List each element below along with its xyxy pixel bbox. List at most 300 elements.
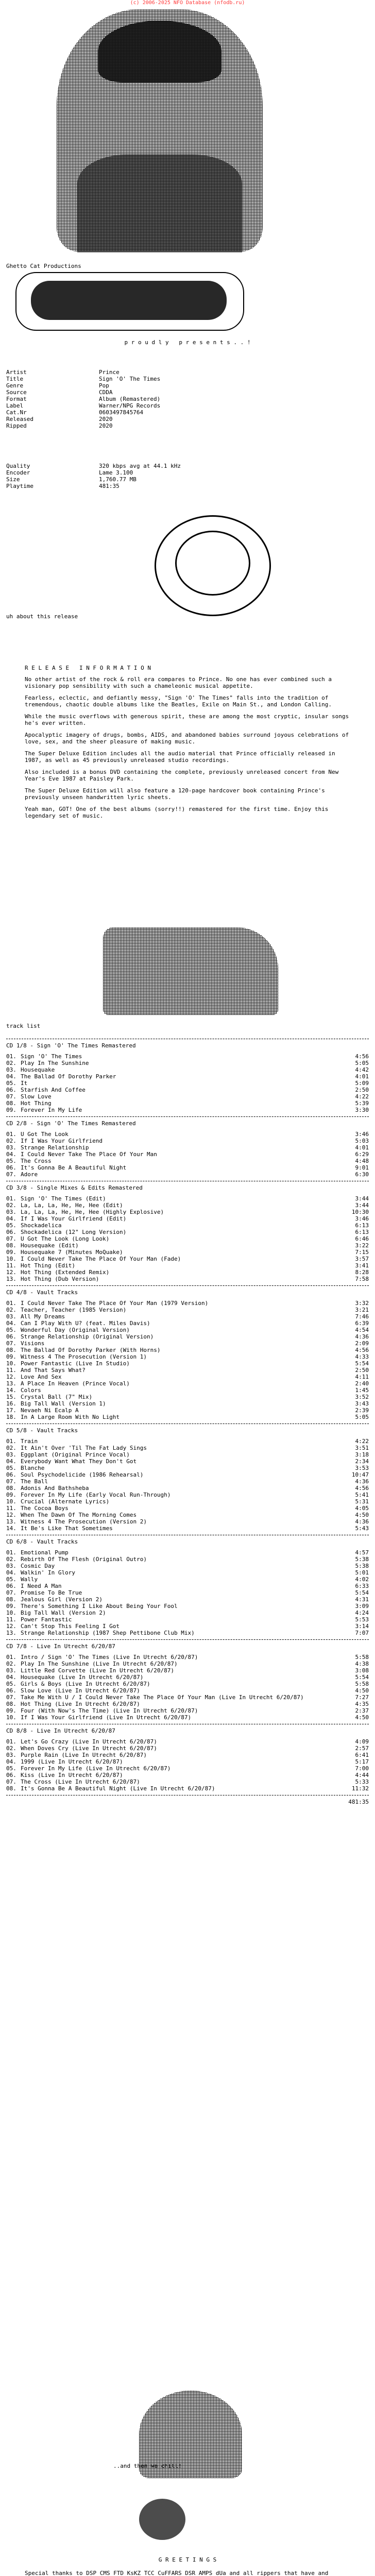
track-number: 02. (6, 1138, 16, 1144)
track-row (6, 1171, 369, 1178)
info-value: Pop (99, 382, 109, 389)
track-row (6, 1066, 369, 1073)
info-row (6, 389, 192, 396)
track-duration: 7:58 (355, 1276, 369, 1282)
track-number: 07. (6, 1235, 16, 1242)
track-title: Girls & Boys (Live In Utrecht 6/20/87) (21, 1681, 150, 1687)
track-row (6, 1681, 369, 1687)
track-row (6, 1465, 369, 1471)
info-value: Prince (99, 369, 120, 376)
track-title: Shockadelica (21, 1222, 62, 1229)
track-number: 02. (6, 1202, 16, 1209)
track-duration: 3:30 (355, 1107, 369, 1113)
tech-value: 481:35 (99, 483, 120, 489)
track-title: Hot Thing (Edit) (21, 1262, 75, 1269)
track-number: 05. (6, 1681, 16, 1687)
track-title: Shockadelica (12" Long Version) (21, 1229, 127, 1235)
track-row (6, 1616, 369, 1623)
track-duration: 4:35 (355, 1701, 369, 1707)
track-number: 02. (6, 1445, 16, 1451)
track-number: 04. (6, 1458, 16, 1465)
track-row (6, 1276, 369, 1282)
track-number: 07. (6, 1778, 16, 1785)
track-row (6, 1313, 369, 1320)
track-duration: 2:50 (355, 1087, 369, 1093)
track-duration: 5:05 (355, 1060, 369, 1066)
info-label: Genre (6, 382, 24, 389)
track-title: Sign 'O' The Times (21, 1053, 82, 1060)
track-duration: 7:15 (355, 1249, 369, 1256)
track-duration: 4:36 (355, 1478, 369, 1485)
track-title: U Got The Look (21, 1131, 69, 1138)
track-title: If I Was Your Girlfriend (Live In Utrecht 6/20/87) (21, 1714, 192, 1721)
track-row (6, 1778, 369, 1785)
track-number: 04. (6, 1151, 16, 1158)
track-title: There's Something I Like About Being Your Fool (21, 1603, 178, 1609)
track-duration: 4:01 (355, 1144, 369, 1151)
track-duration: 3:09 (355, 1603, 369, 1609)
info-label: Format (6, 396, 27, 402)
release-info-title: R E L E A S E I N F O R M A T I O N (25, 665, 151, 671)
track-number: 09. (6, 1107, 16, 1113)
track-row (6, 1707, 369, 1714)
track-duration: 4:56 (355, 1485, 369, 1492)
track-duration: 3:41 (355, 1262, 369, 1269)
track-row (6, 1660, 369, 1667)
track-title: Everybody Want What They Don't Got (21, 1458, 137, 1465)
track-row (6, 1195, 369, 1202)
track-title: Purple Rain (Live In Utrecht 6/20/87) (21, 1752, 147, 1758)
track-duration: 4:48 (355, 1158, 369, 1164)
track-duration: 3:46 (355, 1131, 369, 1138)
track-row (6, 1609, 369, 1616)
track-number: 04. (6, 1215, 16, 1222)
track-duration: 2:09 (355, 1340, 369, 1347)
track-duration: 8:28 (355, 1269, 369, 1276)
info-value: 2020 (99, 422, 113, 429)
track-title: Visions (21, 1340, 45, 1347)
track-row (6, 1320, 369, 1327)
track-row (6, 1087, 369, 1093)
track-row (6, 1215, 369, 1222)
track-row (6, 1144, 369, 1151)
info-value: Sign 'O' The Times (99, 376, 161, 382)
track-row (6, 1353, 369, 1360)
group-logo-letters (31, 281, 227, 320)
track-title: Forever In My Life (Live In Utrecht 6/20/87) (21, 1765, 171, 1772)
track-number: 03. (6, 1144, 16, 1151)
disc-title: CD 2/8 - Sign 'O' The Times Remastered (6, 1120, 136, 1127)
track-duration: 2:34 (355, 1458, 369, 1465)
track-duration: 4:50 (355, 1714, 369, 1721)
track-row (6, 1630, 369, 1636)
track-row (6, 1498, 369, 1505)
disc-spacer (6, 1191, 369, 1195)
track-title: Blanche (21, 1465, 45, 1471)
track-title: Hot Thing (Live In Utrecht 6/20/87) (21, 1701, 140, 1707)
track-number: 03. (6, 1209, 16, 1215)
info-row (6, 409, 192, 416)
track-row (6, 1394, 369, 1400)
info-value: Warner/NPG Records (99, 402, 161, 409)
track-row (6, 1714, 369, 1721)
track-number: 01. (6, 1053, 16, 1060)
info-row (6, 369, 192, 376)
track-duration: 4:50 (355, 1512, 369, 1518)
info-label: Artist (6, 369, 27, 376)
track-title: Promise To Be True (21, 1589, 82, 1596)
track-number: 05. (6, 1327, 16, 1333)
track-number: 10. (6, 1360, 16, 1367)
about-release: uh about this release (6, 613, 78, 620)
track-duration: 6:46 (355, 1235, 369, 1242)
track-title: Soul Psychodelicide (1986 Rehearsal) (21, 1471, 144, 1478)
track-number: 08. (6, 1100, 16, 1107)
tech-row (6, 476, 192, 483)
track-title: Crucial (Alternate Lyrics) (21, 1498, 110, 1505)
track-title: Little Red Corvette (Live In Utrecht 6/20/87) (21, 1667, 175, 1674)
track-duration: 5:05 (355, 1414, 369, 1420)
track-title: Crystal Ball (7" Mix) (21, 1394, 93, 1400)
track-number: 05. (6, 1080, 16, 1087)
disc-spacer (6, 1545, 369, 1549)
track-number: 01. (6, 1738, 16, 1745)
track-duration: 5:58 (355, 1681, 369, 1687)
track-duration: 5:33 (355, 1778, 369, 1785)
track-duration: 5:38 (355, 1563, 369, 1569)
track-row (6, 1576, 369, 1583)
track-row (6, 1674, 369, 1681)
track-duration: 6:13 (355, 1222, 369, 1229)
track-duration: 4:38 (355, 1660, 369, 1667)
track-number: 01. (6, 1654, 16, 1660)
info-row (6, 396, 192, 402)
release-info-text (25, 676, 354, 824)
track-duration: 4:22 (355, 1093, 369, 1100)
track-row (6, 1360, 369, 1367)
track-number: 13. (6, 1276, 16, 1282)
track-duration: 4:36 (355, 1333, 369, 1340)
tech-row (6, 463, 192, 469)
track-row (6, 1100, 369, 1107)
track-row (6, 1667, 369, 1674)
track-row (6, 1333, 369, 1340)
track-number: 03. (6, 1066, 16, 1073)
track-title: Rebirth Of The Flesh (Original Outro) (21, 1556, 147, 1563)
track-number: 07. (6, 1340, 16, 1347)
track-title: Teacher, Teacher (1985 Version) (21, 1307, 127, 1313)
track-duration: 5:43 (355, 1525, 369, 1532)
track-title: Slow Love (Live In Utrecht 6/20/87) (21, 1687, 140, 1694)
track-title: Adonis And Bathsheba (21, 1485, 89, 1492)
track-duration: 4:09 (355, 1738, 369, 1745)
track-duration: 5:38 (355, 1556, 369, 1563)
track-number: 04. (6, 1320, 16, 1327)
track-number: 09. (6, 1492, 16, 1498)
track-title: Adore (21, 1171, 38, 1178)
track-title: I Could Never Take The Place Of Your Man (1979 Version) (21, 1300, 209, 1307)
track-row (6, 1694, 369, 1701)
release-paragraph: Also included is a bonus DVD containing the complete, previously unreleased concert from New Year's Eve 1987 at Paisley Park. (25, 769, 339, 782)
track-row (6, 1300, 369, 1307)
track-number: 05. (6, 1465, 16, 1471)
track-duration: 3:14 (355, 1623, 369, 1630)
track-number: 04. (6, 1674, 16, 1681)
art-caption: Ghetto Cat Productions (6, 263, 81, 269)
track-row (6, 1701, 369, 1707)
track-row (6, 1269, 369, 1276)
track-row (6, 1525, 369, 1532)
track-row (6, 1235, 369, 1242)
disc-title: CD 4/8 - Vault Tracks (6, 1289, 78, 1296)
track-number: 08. (6, 1701, 16, 1707)
info-value: CDDA (99, 389, 113, 396)
track-number: 03. (6, 1752, 16, 1758)
release-paragraph: Yeah man, GOT! One of the best albums (sorry!!) remastered for the first time. Enjoy this legendary set of music. (25, 806, 329, 819)
disc-spacer (6, 1650, 369, 1654)
disc-spacer (6, 1049, 369, 1053)
track-title: The Cocoa Boys (21, 1505, 69, 1512)
track-title: U Got The Look (Long Look) (21, 1235, 110, 1242)
track-duration: 1:45 (355, 1387, 369, 1394)
track-row (6, 1374, 369, 1380)
track-row (6, 1485, 369, 1492)
track-row (6, 1387, 369, 1394)
track-row (6, 1209, 369, 1215)
track-row (6, 1549, 369, 1556)
release-paragraph: Apocalyptic imagery of drugs, bombs, AIDS, and abandoned babies surround joyous celebrations of love, sex, and the sheer pleasure of making music. (25, 732, 349, 745)
track-title: I Need A Man (21, 1583, 62, 1589)
track-duration: 3:21 (355, 1307, 369, 1313)
track-duration: 4:57 (355, 1549, 369, 1556)
flower-decoration (139, 2499, 185, 2540)
greetings-text: Special thanks to DSP CMS FTD KsKZ TCC CuFFARS DSR AMPS dUa and all rippers that have and (25, 2570, 329, 2576)
track-number: 01. (6, 1195, 16, 1202)
tech-row (6, 483, 192, 489)
track-duration: 4:36 (355, 1518, 369, 1525)
track-number: 09. (6, 1353, 16, 1360)
info-value: 2020 (99, 416, 113, 422)
track-title: Wonderful Day (Original Version) (21, 1327, 130, 1333)
track-title: Kiss (Live In Utrecht 6/20/87) (21, 1772, 123, 1778)
track-title: It's Gonna Be A Beautiful Night (21, 1164, 127, 1171)
track-row (6, 1623, 369, 1630)
track-title: Colors (21, 1387, 41, 1394)
track-duration: 3:44 (355, 1195, 369, 1202)
disc-title: CD 3/8 - Single Mixes & Edits Remastered (6, 1184, 143, 1191)
track-title: Hot Thing (Dub Version) (21, 1276, 99, 1282)
track-duration: 5:03 (355, 1138, 369, 1144)
track-number: 06. (6, 1087, 16, 1093)
track-title: Walkin' In Glory (21, 1569, 75, 1576)
disc-spacer (6, 1434, 369, 1438)
track-title: Play In The Sunshine (21, 1060, 89, 1066)
track-number: 11. (6, 1505, 16, 1512)
track-duration: 4:42 (355, 1066, 369, 1073)
track-duration: 5:39 (355, 1100, 369, 1107)
track-title: The Ballad Of Dorothy Parker (With Horns) (21, 1347, 161, 1353)
track-duration: 3:44 (355, 1202, 369, 1209)
proudly-presents: p r o u d l y p r e s e n t s . . ! (124, 339, 251, 346)
tech-value: 320 kbps avg at 44.1 kHz (99, 463, 181, 469)
track-duration: 4:24 (355, 1609, 369, 1616)
total-playtime: 481:35 (348, 1799, 369, 1805)
hair-shape (98, 21, 221, 82)
track-number: 14. (6, 1525, 16, 1532)
track-duration: 5:53 (355, 1616, 369, 1623)
track-number: 06. (6, 1471, 16, 1478)
track-duration: 4:02 (355, 1576, 369, 1583)
track-row (6, 1563, 369, 1569)
greetings-title: G R E E T I N G S (158, 2556, 217, 2563)
track-duration: 4:56 (355, 1347, 369, 1353)
and-then-line: ..and then we chill! (113, 2463, 182, 2469)
track-number: 05. (6, 1158, 16, 1164)
track-title: Power Fantastic (Live In Studio) (21, 1360, 130, 1367)
track-duration: 7:46 (355, 1313, 369, 1320)
track-duration: 4:33 (355, 1353, 369, 1360)
track-row (6, 1080, 369, 1087)
track-title: Strange Relationship (1987 Shep Pettibone Club Mix) (21, 1630, 195, 1636)
track-duration: 4:44 (355, 1772, 369, 1778)
spiral-decoration-inner (175, 531, 250, 596)
nfodb-credit: (c) 2006-2025 NFO Database (nfodb.ru) (130, 0, 245, 6)
track-row (6, 1438, 369, 1445)
disc-title: CD 1/8 - Sign 'O' The Times Remastered (6, 1042, 136, 1049)
track-number: 12. (6, 1512, 16, 1518)
track-row (6, 1589, 369, 1596)
track-title: Slow Love (21, 1093, 52, 1100)
track-title: Strange Relationship (21, 1144, 89, 1151)
track-row (6, 1518, 369, 1525)
info-row (6, 402, 192, 409)
track-title: I Could Never Take The Place Of Your Man (21, 1151, 157, 1158)
track-row (6, 1772, 369, 1778)
track-row (6, 1229, 369, 1235)
track-title: Strange Relationship (Original Version) (21, 1333, 154, 1340)
track-row (6, 1307, 369, 1313)
track-row (6, 1569, 369, 1576)
track-number: 11. (6, 1616, 16, 1623)
track-row (6, 1222, 369, 1229)
track-duration: 4:11 (355, 1374, 369, 1380)
track-row (6, 1445, 369, 1451)
track-row (6, 1093, 369, 1100)
track-number: 04. (6, 1758, 16, 1765)
info-label: Label (6, 402, 24, 409)
track-title: In A Large Room With No Light (21, 1414, 120, 1420)
track-number: 07. (6, 1478, 16, 1485)
track-duration: 2:39 (355, 1407, 369, 1414)
info-row (6, 382, 192, 389)
track-row (6, 1414, 369, 1420)
track-duration: 5:31 (355, 1498, 369, 1505)
track-row (6, 1758, 369, 1765)
track-title: If I Was Your Girlfriend (21, 1138, 103, 1144)
track-number: 02. (6, 1745, 16, 1752)
track-duration: 4:22 (355, 1438, 369, 1445)
track-number: 08. (6, 1785, 16, 1792)
track-number: 14. (6, 1387, 16, 1394)
track-title: Sign 'O' The Times (Edit) (21, 1195, 106, 1202)
track-title: La, La, La, He, He, Hee (Highly Explosive) (21, 1209, 164, 1215)
track-row (6, 1249, 369, 1256)
track-row (6, 1053, 369, 1060)
tech-row (6, 469, 192, 476)
track-title: Wally (21, 1576, 38, 1583)
track-row (6, 1738, 369, 1745)
track-number: 04. (6, 1073, 16, 1080)
track-row (6, 1340, 369, 1347)
track-title: Forever In My Life (21, 1107, 82, 1113)
track-duration: 7:27 (355, 1694, 369, 1701)
track-row (6, 1158, 369, 1164)
tech-label: Quality (6, 463, 30, 469)
track-row (6, 1367, 369, 1374)
track-title: Witness 4 The Prosecution (Version 1) (21, 1353, 147, 1360)
car-ascii-artwork (103, 927, 278, 1015)
track-duration: 5:41 (355, 1492, 369, 1498)
track-title: Hot Thing (21, 1100, 52, 1107)
info-row (6, 376, 192, 382)
disc-title: CD 6/8 - Vault Tracks (6, 1538, 78, 1545)
track-number: 10. (6, 1714, 16, 1721)
track-row (6, 1138, 369, 1144)
track-duration: 9:01 (355, 1164, 369, 1171)
track-duration: 5:54 (355, 1360, 369, 1367)
track-title: The Cross (21, 1158, 52, 1164)
track-number: 11. (6, 1367, 16, 1374)
track-number: 06. (6, 1229, 16, 1235)
track-title: Jealous Girl (Version 2) (21, 1596, 103, 1603)
track-number: 01. (6, 1131, 16, 1138)
track-duration: 6:29 (355, 1151, 369, 1158)
track-number: 15. (6, 1394, 16, 1400)
track-duration: 5:58 (355, 1654, 369, 1660)
track-duration: 4:56 (355, 1053, 369, 1060)
body-shape (77, 155, 242, 252)
track-title: Housequake 7 (Minutes MoQuake) (21, 1249, 123, 1256)
tech-value: 1,760.77 MB (99, 476, 137, 483)
track-duration: 4:50 (355, 1687, 369, 1694)
track-duration: 2:37 (355, 1707, 369, 1714)
track-title: Emotional Pump (21, 1549, 69, 1556)
track-duration: 10:30 (351, 1209, 369, 1215)
track-number: 07. (6, 1589, 16, 1596)
track-number: 10. (6, 1498, 16, 1505)
track-row (6, 1583, 369, 1589)
track-title: Big Tall Wall (Version 1) (21, 1400, 106, 1407)
track-number: 12. (6, 1269, 16, 1276)
track-row (6, 1745, 369, 1752)
track-duration: 10:47 (351, 1471, 369, 1478)
track-number: 06. (6, 1772, 16, 1778)
track-row (6, 1451, 369, 1458)
track-duration: 6:13 (355, 1229, 369, 1235)
track-title: Big Tall Wall (Version 2) (21, 1609, 106, 1616)
track-number: 05. (6, 1765, 16, 1772)
track-duration: 4:01 (355, 1073, 369, 1080)
track-title: A Place In Heaven (Prince Vocal) (21, 1380, 130, 1387)
track-row (6, 1131, 369, 1138)
track-row (6, 1505, 369, 1512)
release-paragraph: The Super Deluxe Edition will also feature a 120-page hardcover book containing Prince's previously unseen handwritten lyric sheets. (25, 787, 325, 801)
track-duration: 6:30 (355, 1171, 369, 1178)
tech-label: Size (6, 476, 20, 483)
track-title: Witness 4 The Prosecution (Version 2) (21, 1518, 147, 1525)
track-row (6, 1654, 369, 1660)
track-number: 01. (6, 1549, 16, 1556)
